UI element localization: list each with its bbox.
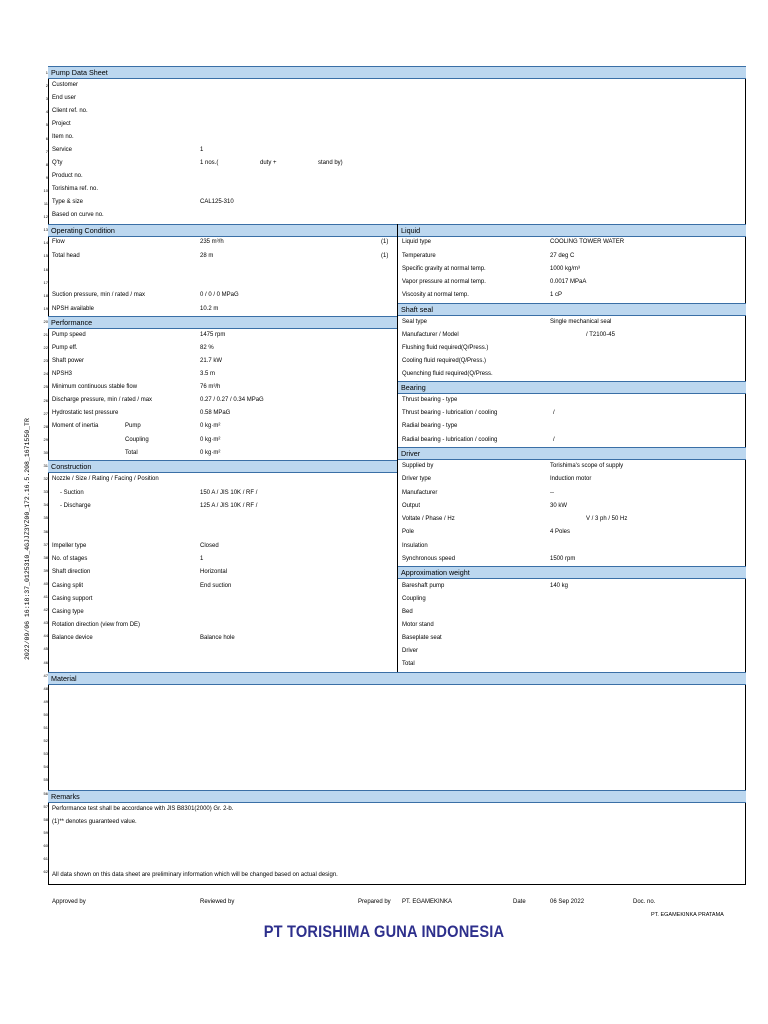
section-performance: Performance [48,316,397,329]
row-number: 10 [43,187,48,193]
value-no-of-stages: 1 [200,556,204,562]
value-nozzle-discharge: 125 A / JIS 10K / RF / [200,503,258,509]
row-number: 24 [43,371,48,377]
row-number: 30 [43,449,48,455]
label-inertia-total: Total [125,450,138,456]
value-radial-bearing-lub: / [553,437,555,443]
row-number: 56 [43,790,48,796]
label-weight-motor-stand: Motor stand [402,622,434,628]
value-bareshaft-pump: 140 kg [550,583,569,589]
row-number: 40 [43,580,48,586]
label-pump-eff: Pump eff. [52,345,78,351]
value-impeller-type: Closed [200,543,219,549]
row-number: 54 [43,764,48,770]
value-casing-split: End suction [200,583,232,589]
value-viscosity: 1 cP [550,292,563,298]
row-number: 37 [43,541,48,547]
label-hydrostatic: Hydrostatic test pressure [52,410,119,416]
label-impeller-type: Impeller type [52,543,87,549]
value-qty: 1 nos.( [200,160,219,166]
label-end-user: End user [52,95,77,101]
label-inertia-coupling: Coupling [125,437,149,443]
row-number: 16 [43,266,48,272]
label-supplied-by: Supplied by [402,463,434,469]
row-number: 19 [43,305,48,311]
label-torishima-ref: Torishima ref. no. [52,186,99,192]
label-viscosity: Viscosity at normal temp. [402,292,469,298]
label-radial-bearing-lub: Radial bearing - lubrication / cooling [402,437,498,443]
mark-total-head: (1) [381,253,389,259]
label-customer: Customer [52,82,79,88]
row-number: 8 [45,161,48,167]
section-construction: Construction [48,460,397,473]
row-number: 52 [43,738,48,744]
value-balance-device: Balance hole [200,635,235,641]
section-material: Material [48,672,746,685]
label-driver-type: Driver type [402,476,432,482]
sidebar-watermark: 2022/09/06 16:18:37_0125310_4GJJZ3YZ00_172.16.5.208_1671550_TR [24,418,31,660]
label-flushing-fluid: Flushing fluid required(Q/Press.) [402,345,489,351]
value-driver-manufacturer: -- [550,490,554,496]
label-balance-device: Balance device [52,635,93,641]
doc-no-label: Doc. no. [633,899,656,905]
label-liquid-type: Liquid type [402,239,432,245]
label-no-of-stages: No. of stages [52,556,88,562]
row-number: 29 [43,436,48,442]
row-number: 44 [43,633,48,639]
section-remarks: Remarks [48,790,746,803]
label-based-on-curve: Based on curve no. [52,212,104,218]
value-qty-duty: duty + [260,160,277,166]
section-shaft-seal: Shaft seal [398,303,746,316]
row-number: 53 [43,751,48,757]
value-npsh-available: 10.2 m [200,306,219,312]
row-number: 13 [43,227,48,233]
row-number: 49 [43,698,48,704]
approved-by-label: Approved by [52,899,86,905]
row-number: 57 [43,803,48,809]
label-nozzle-discharge: - Discharge [60,503,91,509]
value-output: 30 kW [550,503,568,509]
label-thrust-bearing-lub: Thrust bearing - lubrication / cooling [402,410,498,416]
row-number: 39 [43,567,48,573]
value-inertia-pump: 0 kg·m² [200,423,221,429]
value-inertia-coupling: 0 kg·m² [200,437,221,443]
value-suction-pressure: 0 / 0 / 0 MPaG [200,292,239,298]
label-temperature: Temperature [402,253,436,259]
value-supplied-by: Torishima's scope of supply [550,463,624,469]
label-voltage: Voltate / Phase / Hz [402,516,455,522]
row-number: 51 [43,725,48,730]
row-number: 48 [43,685,48,691]
section-pump-data-sheet: Pump Data Sheet [48,66,746,79]
row-number: 60 [43,842,48,848]
label-project: Project [52,121,71,127]
label-weight-coupling: Coupling [402,596,426,602]
label-total-head: Total head [52,253,80,259]
row-number: 59 [43,829,48,835]
value-nozzle-suction: 150 A / JIS 10K / RF / [200,490,258,496]
label-seal-type: Seal type [402,319,428,325]
remark-line-2: (1)** denotes guaranteed value. [52,819,137,825]
row-number: 31 [43,463,48,468]
value-voltage: V / 3 ph / 50 Hz [586,516,628,522]
label-quenching-fluid: Quenching fluid required(Q/Press. [402,371,493,377]
label-min-flow: Minimum continuous stable flow [52,384,138,390]
row-number: 47 [43,672,48,678]
label-client-ref: Client ref. no. [52,108,88,114]
value-min-flow: 76 m³/h [200,384,221,390]
value-pole: 4 Poles [550,529,571,535]
value-npsh3: 3.5 m [200,371,216,377]
label-weight-baseplate: Baseplate seat [402,635,442,641]
row-number: 61 [43,856,48,861]
label-service: Service [52,147,73,153]
label-weight-bed: Bed [402,609,413,615]
row-number: 42 [43,607,48,613]
value-specific-gravity: 1000 kg/m³ [550,266,581,272]
row-number: 23 [43,358,48,364]
row-number: 1 [45,70,48,75]
date-value: 06 Sep 2022 [550,899,585,905]
row-number: 5 [45,122,48,128]
section-liquid: Liquid [398,224,746,237]
label-specific-gravity: Specific gravity at normal temp. [402,266,486,272]
value-vapor-pressure: 0.0017 MPaA [550,279,587,285]
value-discharge-pressure: 0.27 / 0.27 / 0.34 MPaG [200,397,264,403]
value-liquid-type: COOLING TOWER WATER [550,239,625,245]
row-number: 9 [45,174,48,180]
mark-flow: (1) [381,239,389,245]
value-seal-type: Single mechanical seal [550,319,612,325]
label-weight-total: Total [402,661,415,667]
value-synchronous-speed: 1500 rpm [550,556,576,562]
row-number: 28 [43,423,48,429]
row-number: 11 [43,201,48,206]
row-number: 50 [43,711,48,717]
value-seal-manufacturer: / T2100-45 [586,332,615,338]
remark-line-1: Performance test shall be accordance with JIS B8301(2000) Gr. 2-b. [52,806,234,812]
row-number: 18 [43,292,48,298]
row-number: 3 [45,96,48,102]
section-operating-condition: Operating Condition [48,224,397,237]
label-qty: Q'ty [52,160,63,166]
prepared-by-label: Prepared by [358,899,391,905]
row-number: 6 [45,135,48,141]
row-number: 22 [43,345,48,351]
label-flow: Flow [52,239,65,245]
label-casing-split: Casing split [52,583,84,589]
reviewed-by-label: Reviewed by [200,899,235,905]
label-vapor-pressure: Vapor pressure at normal temp. [402,279,486,285]
label-nozzle-suction: - Suction [60,490,84,496]
row-number: 20 [43,318,48,324]
value-flow: 235 m³/h [200,239,224,245]
row-number: 43 [43,620,48,626]
value-driver-type: Induction motor [550,476,592,482]
row-number: 15 [43,253,48,259]
row-number: 27 [43,410,48,416]
prepared-by-value: PT. EGAMEKINKA [402,899,453,905]
label-pole: Pole [402,529,415,535]
label-insulation: Insulation [402,543,428,549]
row-number: 55 [43,777,48,783]
row-number: 33 [43,489,48,495]
label-discharge-pressure: Discharge pressure, min / rated / max [52,397,153,403]
section-driver: Driver [398,447,746,460]
label-bareshaft-pump: Bareshaft pump [402,583,445,589]
row-number: 4 [45,109,48,115]
label-casing-support: Casing support [52,596,93,602]
label-inertia-pump: Pump [125,423,141,429]
row-number: 2 [45,83,48,89]
value-total-head: 28 m [200,253,214,259]
label-synchronous-speed: Synchronous speed [402,556,456,562]
value-hydrostatic: 0.58 MPaG [200,410,231,416]
row-number: 62 [43,869,48,875]
value-thrust-bearing-lub: / [553,410,555,416]
label-casing-type: Casing type [52,609,84,615]
label-item-no: Item no. [52,134,74,140]
value-temperature: 27 deg C [550,253,575,259]
row-number: 45 [43,646,48,652]
value-service: 1 [200,147,204,153]
label-moment-of-inertia: Moment of inertia [52,423,99,429]
date-label: Date [513,899,526,905]
company-small: PT. EGAMEKINKA PRATAMA [651,912,724,918]
value-pump-eff: 82 % [200,345,214,351]
label-driver-manufacturer: Manufacturer [402,490,438,496]
row-number: 34 [43,502,48,508]
row-number: 17 [43,279,48,285]
value-shaft-power: 21.7 kW [200,358,223,364]
row-number: 41 [43,594,48,599]
section-bearing: Bearing [398,381,746,394]
label-shaft-power: Shaft power [52,358,85,364]
value-shaft-direction: Horizontal [200,569,228,575]
label-type-size: Type & size [52,199,84,205]
value-type-size: CAL125-310 [200,199,234,205]
label-output: Output [402,503,421,509]
label-shaft-direction: Shaft direction [52,569,91,575]
label-weight-driver: Driver [402,648,418,654]
label-suction-pressure: Suction pressure, min / rated / max [52,292,146,298]
company-name: PT TORISHIMA GUNA INDONESIA [263,922,505,941]
row-number: 25 [43,384,48,390]
row-number: 21 [43,332,48,337]
label-cooling-fluid: Cooling fluid required(Q/Press.) [402,358,487,364]
row-number: 26 [43,397,48,403]
label-product-no: Product no. [52,173,83,179]
remark-line-3: All data shown on this data sheet are preliminary information which will be changed based on actual design. [52,872,338,878]
row-number: 32 [43,476,48,482]
label-seal-manufacturer: Manufacturer / Model [402,332,459,338]
row-number: 7 [45,148,48,154]
label-npsh-available: NPSH available [52,306,95,312]
row-number: 35 [43,515,48,521]
label-nozzle: Nozzle / Size / Rating / Facing / Position [52,476,159,482]
value-inertia-total: 0 kg·m² [200,450,221,456]
row-number: 12 [43,214,48,220]
label-radial-bearing-type: Radial bearing - type [402,423,458,429]
row-number: 36 [43,528,48,534]
label-pump-speed: Pump speed [52,332,86,338]
row-number: 38 [43,554,48,560]
section-approximation-weight: Approximation weight [398,566,746,579]
row-number: 46 [43,659,48,665]
value-qty-standby: stand by) [318,160,343,166]
label-thrust-bearing-type: Thrust bearing - type [402,397,458,403]
label-rotation-direction: Rotation direction (view from DE) [52,622,141,628]
label-npsh3: NPSH3 [52,371,73,377]
row-number: 14 [43,240,48,246]
row-number: 58 [43,816,48,822]
value-pump-speed: 1475 rpm [200,332,226,338]
